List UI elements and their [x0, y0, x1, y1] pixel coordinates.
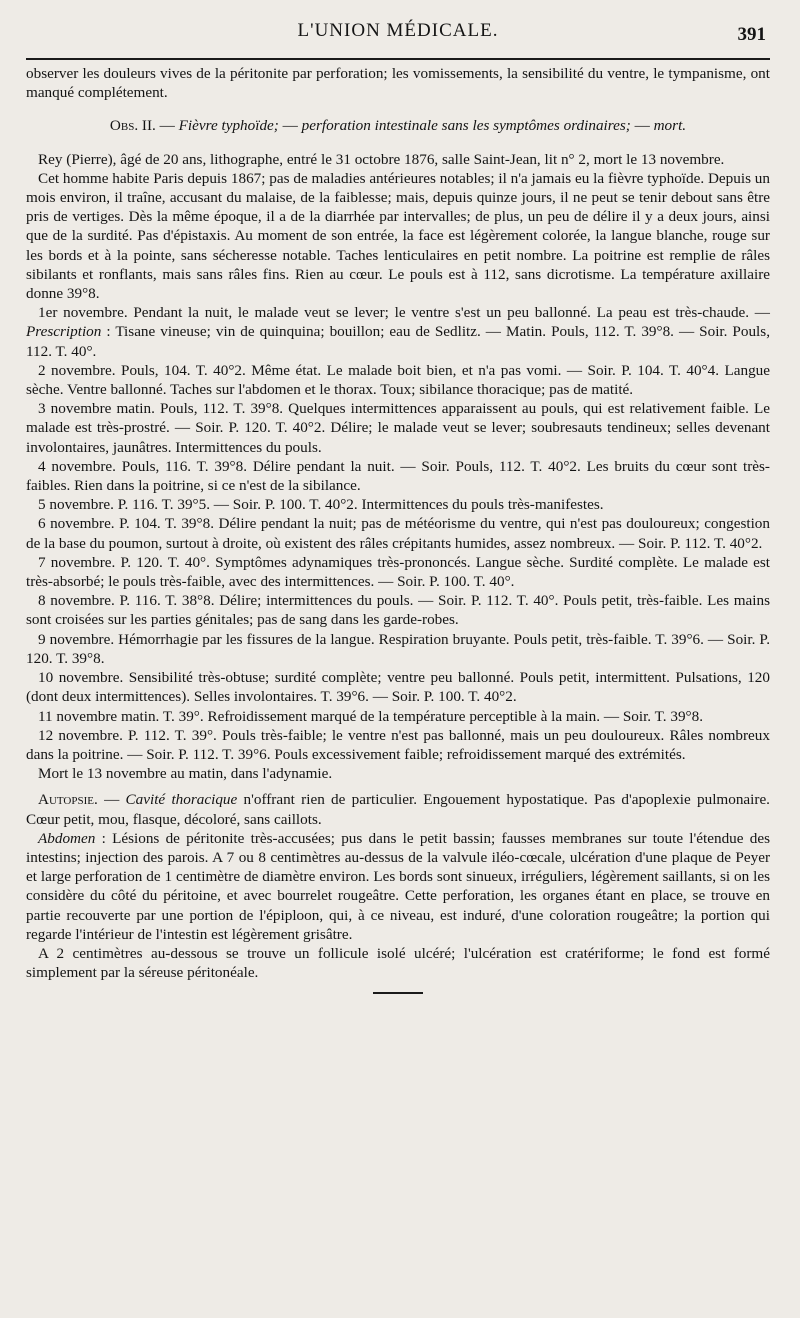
page-number: 391: [737, 24, 766, 45]
obs-title-part-b: perforation intestinale sans les symptômes ordinaires;: [301, 117, 631, 135]
day-entry-nov-9: 9 novembre. Hémorrhagie par les fissures de la langue. Respiration bruyante. Pouls petit, très-faible. T. 39°6. — Soir. P. 120. T. 39°8.: [26, 630, 770, 667]
thoracic-cavity-label: Cavité thoracique: [125, 791, 238, 809]
day-entry-nov-5: 5 novembre. P. 116. T. 39°5. — Soir. P. 100. T. 40°2. Intermittences du pouls très-manifestes.: [38, 496, 604, 514]
autopsy-paragraph: [26, 790, 770, 828]
obs-dash: —: [278, 117, 302, 135]
day-entry-nov-7: 7 novembre. P. 120. T. 40°. Symptômes adynamiques très-prononcés. Langue sèche. Surdité complète. Le malade est très-absorbé; le pouls très-faible, avec des intermittences. — Soir. P. 100. T. 40°.: [26, 553, 770, 591]
obs-title-part-a: Fièvre typhoïde;: [178, 117, 279, 135]
day-entry-nov-4: 4 novembre. Pouls, 116. T. 39°8. Délire pendant la nuit. — Soir. Pouls, 112. T. 40°2. Les bruits du cœur sont très-faibles. Rien dans la poitrine, si ce n'est de la sibilance.: [26, 457, 770, 495]
abdomen-paragraph: [26, 829, 770, 944]
observation-heading: [26, 116, 770, 135]
obs-label: Obs. II.: [109, 117, 156, 135]
abdomen-text: : Lésions de péritonite très-accusées; pus dans le petit bassin; fausses membranes sur toute l'étendue des intestins; injection des parois. A 7 ou 8 centimètres au-dessus de la valvule iléo-cœcale, ulcération d'une plaque de Peyer et large perforation de 1 centimètre de diamètre environ. Les bords sont sinueux, irréguliers, légèrement saillants, si on les considère du côté du péritoine, et avec bourrelet rougeâtre. Cette perforation, les organes étant en place, se trouve en partie recouverte par une portion de l'épiploon, qui, à ce niveau, est induré, d'une coloration rougeâtre; la portion qui regarde l'intérieur de l'intestin est légèrement grisâtre.: [26, 829, 770, 943]
history-paragraph: Cet homme habite Paris depuis 1867; pas de maladies antérieures notables; il n'a jamais eu la fièvre typhoïde. Depuis un mois environ, il traîne, accusant du malaise, de la faiblesse; mais, depuis quinze jours, il ne peut se tenir debout sans être pris de vertiges. Dès la même époque, il a de la diarrhée par intervalles; de plus, un peu de délire il y a deux jours, ainsi que de la surdité. Pas d'épistaxis. Au moment de son entrée, la face est légèrement colorée, la langue blanche, rouge sur les bords et à la pointe, sans sécheresse notable. Taches lenticulaires en petit nombre. La poitrine est remplie de râles sibilants et ronflants, mais sans râles fins. Rien au cœur. Le pouls est à 112, sans dicrotisme. La température axillaire donne 39°8.: [26, 169, 770, 303]
obs-dash: —: [630, 117, 654, 135]
autopsy-label: Autopsie.: [38, 791, 98, 809]
day-entry-nov-10: 10 novembre. Sensibilité très-obtuse; surdité complète; ventre peu ballonné. Pouls petit, intermittent. Pulsations, 120 (dont deux intermittences). Selles involontaires. T. 39°6. — Soir. P. 100. T. 40°2.: [26, 669, 770, 706]
running-head: [26, 18, 770, 56]
death-entry: Mort le 13 novembre au matin, dans l'adynamie.: [38, 765, 333, 783]
intro-paragraph: observer les douleurs vives de la péritonite par perforation; les vomissements, la sensibilité du ventre, le tympanisme, ont manqué complétement.: [26, 65, 770, 102]
journal-title: L'UNION MÉDICALE.: [297, 20, 499, 41]
autopsy-dash: —: [97, 791, 126, 809]
day-entry-nov-11: 11 novembre matin. T. 39°. Refroidissement marqué de la température perceptible à la main. — Soir. T. 39°8.: [38, 707, 704, 725]
day-entry-nov-3: 3 novembre matin. Pouls, 112. T. 39°8. Quelques intermittences apparaissent au pouls, qui est relativement faible. Le malade est très-prostré. — Soir. P. 120. T. 40°2. Délire; le malade veut se lever; soubresauts tendineux; selles devenant involontaires, jaunâtres. Intermittences du pouls.: [26, 400, 770, 456]
prescription-label: Prescription: [26, 323, 102, 341]
nov1-text-a: 1er novembre. Pendant la nuit, le malade veut se lever; le ventre s'est un peu ballonné. La peau est très-chaude. —: [38, 304, 770, 322]
patient-paragraph: Rey (Pierre), âgé de 20 ans, lithographe, entré le 31 octobre 1876, salle Saint-Jean, lit n° 2, mort le 13 novembre.: [38, 150, 725, 168]
header-rule: [26, 58, 770, 60]
day-entry-nov-6: 6 novembre. P. 104. T. 39°8. Délire pendant la nuit; pas de météorisme du ventre, qui n'est pas douloureux; congestion de la base du poumon, surtout à droite, où existent des râles crépitants humides, assez nombreux. — Soir. P. 112. T. 40°2.: [26, 515, 770, 552]
day-entry-nov-12: 12 novembre. P. 112. T. 39°. Pouls très-faible; le ventre n'est pas ballonné, mais un peu douloureux. Râles nombreux dans la poitrine. — Soir. P. 112. T. 39°6. Pouls excessivement faible; refroidissement marqué des extrémités.: [26, 726, 770, 763]
nov1-text-b: : Tisane vineuse; vin de quinquina; bouillon; eau de Sedlitz. — Matin. Pouls, 112. T. 39°8. — Soir. Pouls, 112. T. 40°.: [26, 323, 770, 360]
obs-title-part-c: mort.: [653, 117, 687, 135]
day-entry-nov-2: 2 novembre. Pouls, 104. T. 40°2. Même état. Le malade boit bien, et n'a pas vomi. — Soir. P. 104. T. 40°4. Langue sèche. Ventre ballonné. Taches sur l'abdomen et le thorax. Toux; sibilance thoracique; pas de matité.: [26, 361, 770, 399]
obs-dash: —: [155, 117, 179, 135]
abdomen-label: Abdomen: [38, 829, 96, 847]
autopsy-text: n'offrant rien de particulier. Engouement hypostatique. Pas d'apoplexie pulmonaire. Cœur petit, mou, flasque, décoloré, sans caillots.: [26, 791, 770, 828]
article-body: [26, 64, 770, 994]
closing-rule: [373, 992, 423, 994]
day-entry-nov-1: [26, 303, 770, 361]
day-entry-nov-8: 8 novembre. P. 116. T. 38°8. Délire; intermittences du pouls. — Soir. P. 112. T. 40°. Pouls petit, très-faible. Les mains sont croisées sur les parties génitales; pas de sang dans les garde-robes.: [26, 592, 770, 629]
final-paragraph: A 2 centimètres au-dessous se trouve un follicule isolé ulcéré; l'ulcération est cratériforme; le fond est formé simplement par la séreuse péritonéale.: [26, 944, 770, 982]
